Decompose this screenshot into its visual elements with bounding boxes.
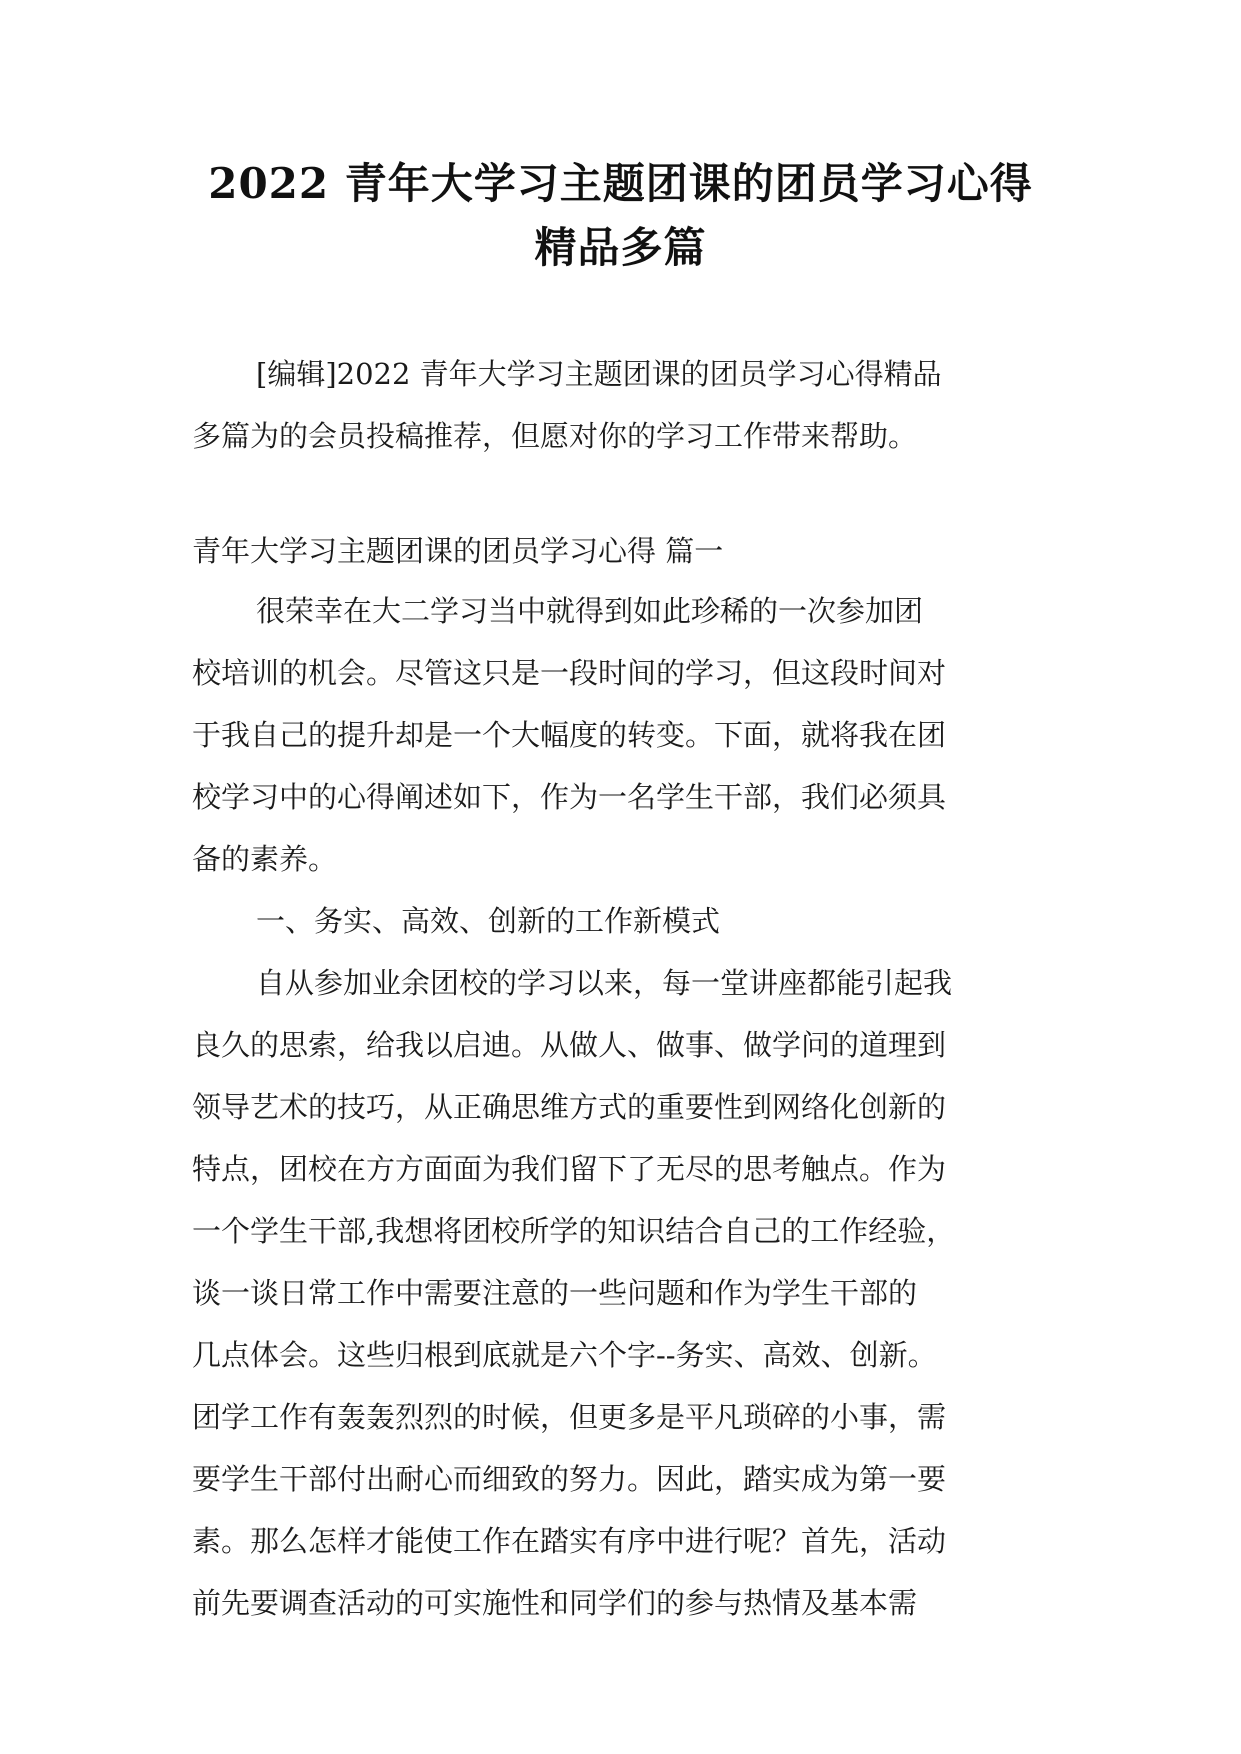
- para2-line: 谈一谈日常工作中需要注意的一些问题和作为学生干部的: [192, 1276, 918, 1310]
- para2-line: 素。那么怎样才能使工作在踏实有序中进行呢？首先，活动: [192, 1524, 947, 1558]
- subheading: 一、务实、高效、创新的工作新模式: [256, 904, 721, 938]
- para1-line: 备的素养。: [192, 842, 338, 876]
- para2-line: 前先要调查活动的可实施性和同学们的参与热情及基本需: [192, 1586, 918, 1620]
- section-heading-block: [192, 520, 1052, 582]
- para2-line: 几点体会。这些归根到底就是六个字--务实、高效、创新。: [192, 1338, 937, 1372]
- para2-line: 特点，团校在方方面面为我们留下了无尽的思考触点。作为: [192, 1152, 947, 1186]
- para2-line: 领导艺术的技巧，从正确思维方式的重要性到网络化创新的: [192, 1090, 947, 1124]
- document-title: [150, 152, 1091, 280]
- para2-line: 一个学生干部,我想将团校所学的知识结合自己的工作经验，: [192, 1214, 956, 1248]
- para2-line: 要学生干部付出耐心而细致的努力。因此，踏实成为第一要: [192, 1462, 947, 1496]
- para2-line: 良久的思索，给我以启迪。从做人、做事、做学问的道理到: [192, 1028, 947, 1062]
- intro-paragraph: [192, 343, 1052, 467]
- title-line-1: 2022 青年大学习主题团课的团员学习心得: [208, 159, 1033, 208]
- para1-line: 校学习中的心得阐述如下，作为一名学生干部，我们必须具: [192, 780, 947, 814]
- para2-line: 团学工作有轰轰烈烈的时候，但更多是平凡琐碎的小事，需: [192, 1400, 947, 1434]
- para2-line: 自从参加业余团校的学习以来，每一堂讲座都能引起我: [256, 966, 953, 1000]
- para1-line: 校培训的机会。尽管这只是一段时间的学习，但这段时间对: [192, 656, 947, 690]
- title-line-2: 精品多篇: [534, 223, 707, 272]
- intro-line: [编辑]2022 青年大学习主题团课的团员学习心得精品: [256, 357, 942, 391]
- intro-line: 多篇为的会员投稿推荐，但愿对你的学习工作带来帮助。: [192, 419, 918, 453]
- main-text: [192, 580, 1052, 1634]
- para1-line: 于我自己的提升却是一个大幅度的转变。下面，就将我在团: [192, 718, 947, 752]
- section-heading: 青年大学习主题团课的团员学习心得 篇一: [192, 534, 724, 568]
- para1-line: 很荣幸在大二学习当中就得到如此珍稀的一次参加团: [256, 594, 924, 628]
